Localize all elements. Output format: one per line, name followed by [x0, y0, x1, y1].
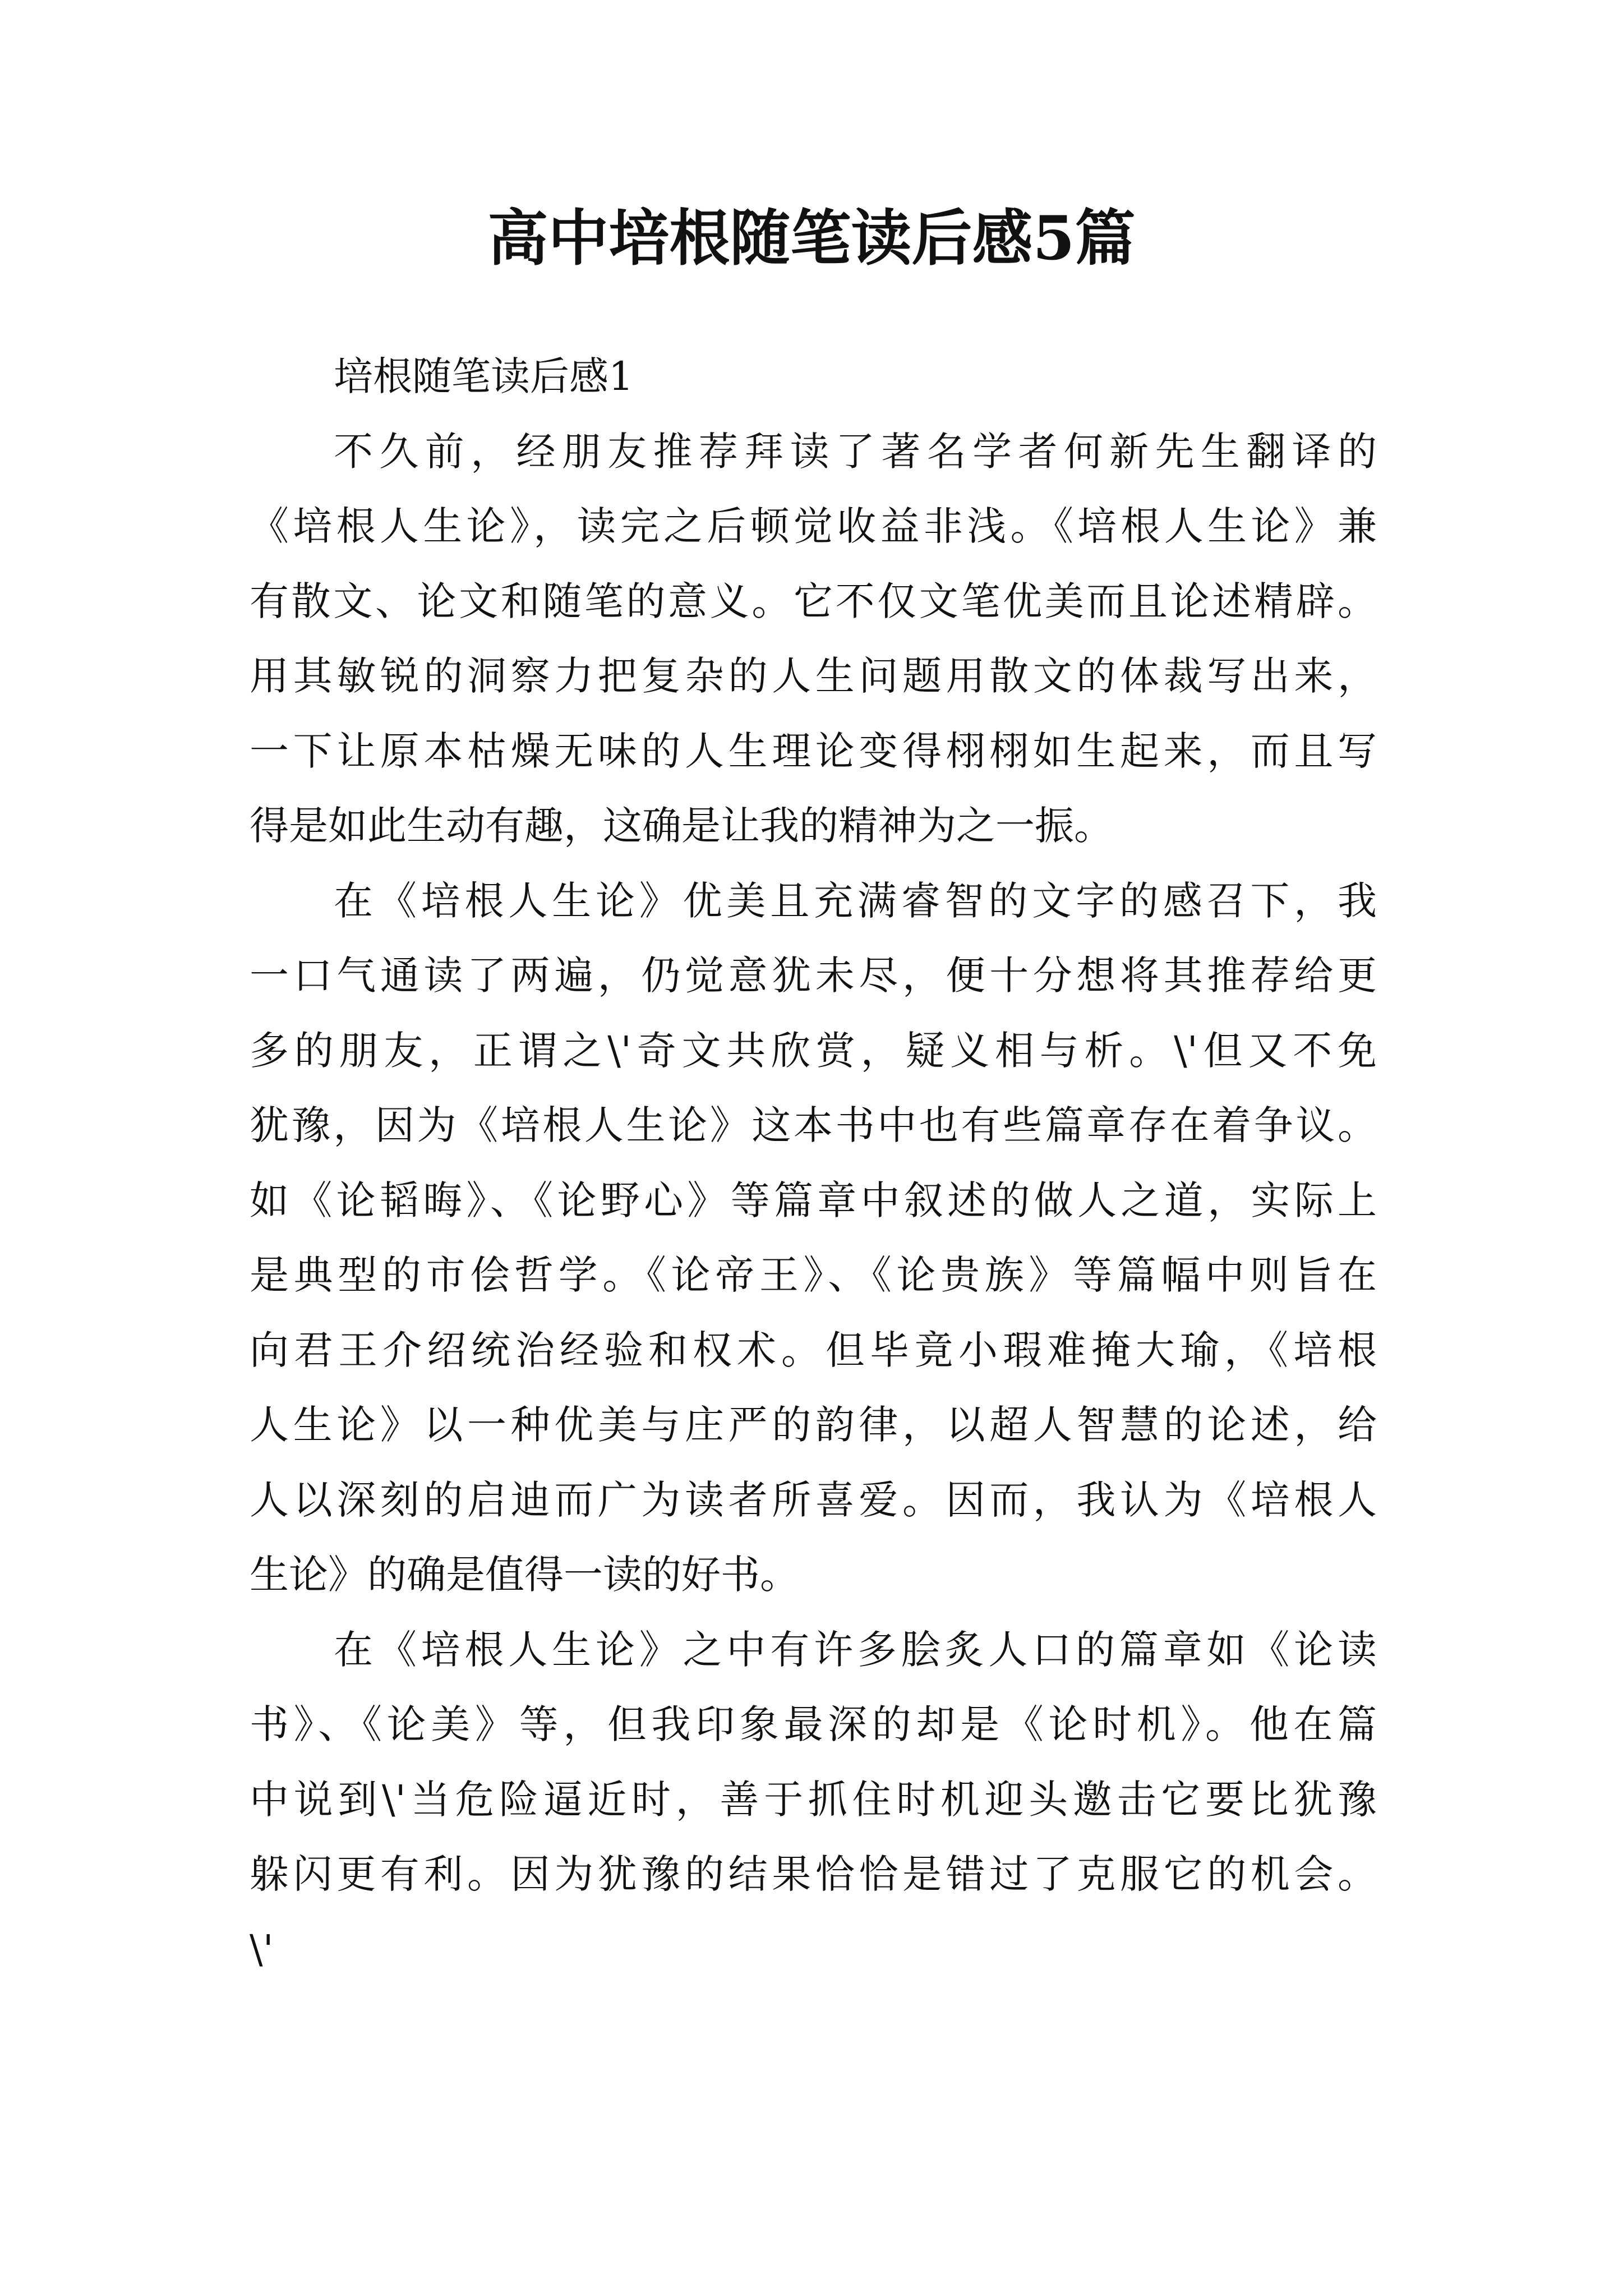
text-line: 躲闪更有利。因为犹豫的结果恰恰是错过了克服它的机会。 — [250, 1851, 1377, 1897]
text-line: 得是如此生动有趣，这确是让我的精神为之一振。 — [250, 803, 1113, 849]
text-line: 犹豫，因为《培根人生论》这本书中也有些篇章存在着争议。 — [250, 1102, 1377, 1148]
text-line: 人以深刻的启迪而广为读者所喜爱。因而，我认为《培根人 — [250, 1476, 1377, 1523]
text-line: 不久前，经朋友推荐拜读了著名学者何新先生翻译的 — [334, 428, 1377, 475]
document-title: 高中培根随笔读后感5篇 — [487, 203, 1136, 274]
text-line: 是典型的市侩哲学。《论帝王》、《论贵族》等篇幅中则旨在 — [250, 1252, 1377, 1298]
text-line: 生论》的确是值得一读的好书。 — [250, 1552, 799, 1598]
text-line: 人生论》以一种优美与庄严的韵律，以超人智慧的论述，给 — [250, 1402, 1377, 1448]
text-line: 如《论韬晦》、《论野心》等篇章中叙述的做人之道，实际上 — [250, 1177, 1377, 1223]
text-line: 用其敏锐的洞察力把复杂的人生问题用散文的体裁写出来， — [250, 653, 1377, 699]
text-line: 多的朋友，正谓之\'奇文共欣赏，疑义相与析。\'但又不免 — [250, 1027, 1377, 1074]
text-line: 中说到\'当危险逼近时，善于抓住时机迎头邀击它要比犹豫 — [250, 1776, 1377, 1823]
text-line: 一下让原本枯燥无味的人生理论变得栩栩如生起来，而且写 — [250, 728, 1377, 774]
text-line: 在《培根人生论》之中有许多脍炙人口的篇章如《论读 — [334, 1626, 1377, 1673]
text-line: 一口气通读了两遍，仍觉意犹未尽，便十分想将其推荐给更 — [250, 953, 1377, 999]
text-line: 《培根人生论》，读完之后顿觉收益非浅。《培根人生论》兼 — [250, 503, 1377, 549]
text-line: 向君王介绍统治经验和权术。但毕竟小瑕难掩大瑜，《培根 — [250, 1327, 1377, 1373]
text-line: \' — [250, 1926, 274, 1972]
text-line: 有散文、论文和随笔的意义。它不仅文笔优美而且论述精辟。 — [250, 578, 1377, 624]
document-body — [250, 339, 1377, 1987]
text-line: 在《培根人生论》优美且充满睿智的文字的感召下，我 — [334, 877, 1377, 924]
text-line: 书》、《论美》等，但我印象最深的却是《论时机》。他在篇 — [250, 1701, 1377, 1747]
text-line: 培根随笔读后感1 — [334, 353, 634, 399]
